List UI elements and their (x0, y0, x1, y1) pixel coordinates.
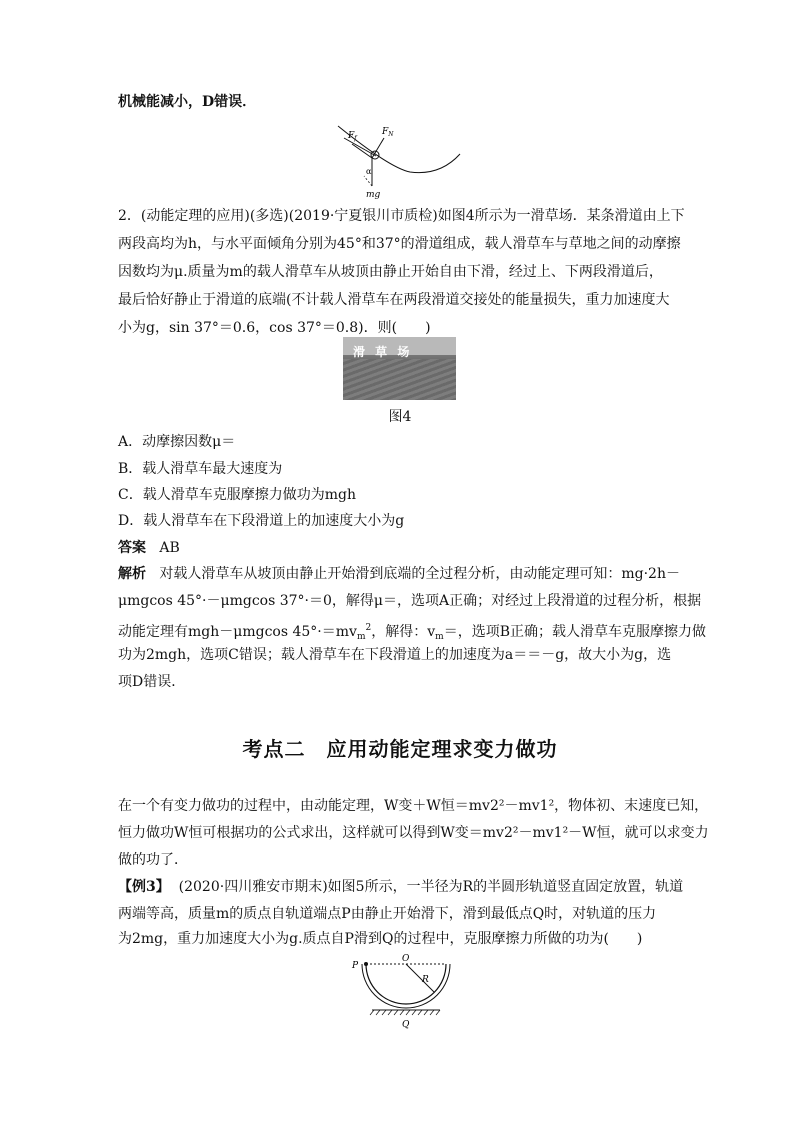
option-b: B．载人滑草车最大速度为 (118, 461, 283, 477)
para-line: 在一个有变力做功的过程中，由动能定理，W变＋W恒＝mv2²－mv1²，物体初、末速度已知， (118, 798, 709, 814)
para-line: 恒力做功W恒可根据功的公式求出，这样就可以得到W变＝mv2²－mv1²－W恒，就可以求变力 (118, 825, 709, 841)
radius-label: R (422, 975, 429, 985)
option-d: D．载人滑草车在下段滑道上的加速度大小为g (118, 513, 405, 529)
analysis-line: 项D错误． (118, 674, 186, 690)
q2-line: 最后恰好静止于滑道的底端(不计载人滑草车在两段滑道交接处的能量损失，重力加速度大 (118, 292, 670, 308)
point-q-label: Q (402, 1020, 410, 1030)
point-p-label: P (352, 961, 359, 971)
answer (118, 538, 180, 558)
example-line: 为2mg，重力加速度大小为g.质点自P滑到Q的过程中，克服摩擦力所做的功为( ) (118, 931, 643, 947)
section-heading: 考点二 应用动能定理求变力做功 (242, 737, 558, 761)
analysis-line: μmgcos 45°·－μmgcos 37°·＝0，解得μ＝，选项A正确；对经过上段滑道的过程分析，根据 (118, 593, 702, 609)
semicircle-track-diagram (346, 952, 456, 1030)
example-line: 两端等高，质量m的质点自轨道端点P由静止开始滑下，滑到最低点Q时，对轨道的压力 (118, 906, 657, 922)
analysis-line: 动能定理有mgh－μmgcos $45^\circ\cdot=mv_m^2$，解得：$v_m=$，选项B正确；载人滑草车克服摩擦力做 (118, 623, 706, 642)
q2-line: 2．(动能定理的应用)(多选)(2019·宁夏银川市质检)如图4所示为一滑草场．某条滑道由上下 (118, 208, 685, 224)
option-a: A．动摩擦因数μ＝ (118, 434, 236, 450)
fn-label: $F_N$ (382, 127, 394, 138)
answer-value: AB (159, 540, 180, 556)
mg-label: mg (366, 190, 381, 200)
force-diagram (330, 118, 470, 202)
q2-line: 因数均为μ.质量为m的载人滑草车从坡顶由静止开始自由下滑，经过上、下两段滑道后， (118, 264, 663, 280)
para-line: 做的功了． (118, 852, 188, 868)
option-c: C．载人滑草车克服摩擦力做功为mgh (118, 487, 356, 503)
answer-label: 答案 (118, 540, 146, 556)
figure-caption: 图4 (388, 409, 412, 425)
photo-sign-text: 滑 草 场 (353, 345, 413, 359)
grass-slide-photo (343, 337, 456, 400)
q2-line: 两段高均为h，与水平面倾角分别为45°和37°的滑道组成，载人滑草车与草地之间的动摩擦 (118, 236, 681, 252)
q2-line: 小为g，sin 37°＝0.6，cos 37°＝0.8)．则( ) (118, 320, 431, 336)
analysis-line: 功为2mgh，选项C错误；载人滑草车在下段滑道上的加速度为a＝＝－g，故大小为g，选 (118, 647, 672, 663)
example-line: 【例3】 (2020·四川雅安市期末)如图5所示，一半径为R的半圆形轨道竖直固定放置，轨道 (118, 879, 684, 895)
continued-text: 机械能减小，D错误． (118, 94, 257, 110)
analysis-line: 解析 对载人滑草车从坡顶由静止开始滑到底端的全过程分析，由动能定理可知：mg·2h－ (118, 566, 680, 582)
analysis-label: 解析 (118, 566, 146, 582)
alpha-label: α (366, 167, 372, 176)
ff-label: $F_f$ (348, 131, 357, 142)
point-o-label: O (402, 954, 410, 964)
example-label: 【例3】 (118, 879, 170, 895)
